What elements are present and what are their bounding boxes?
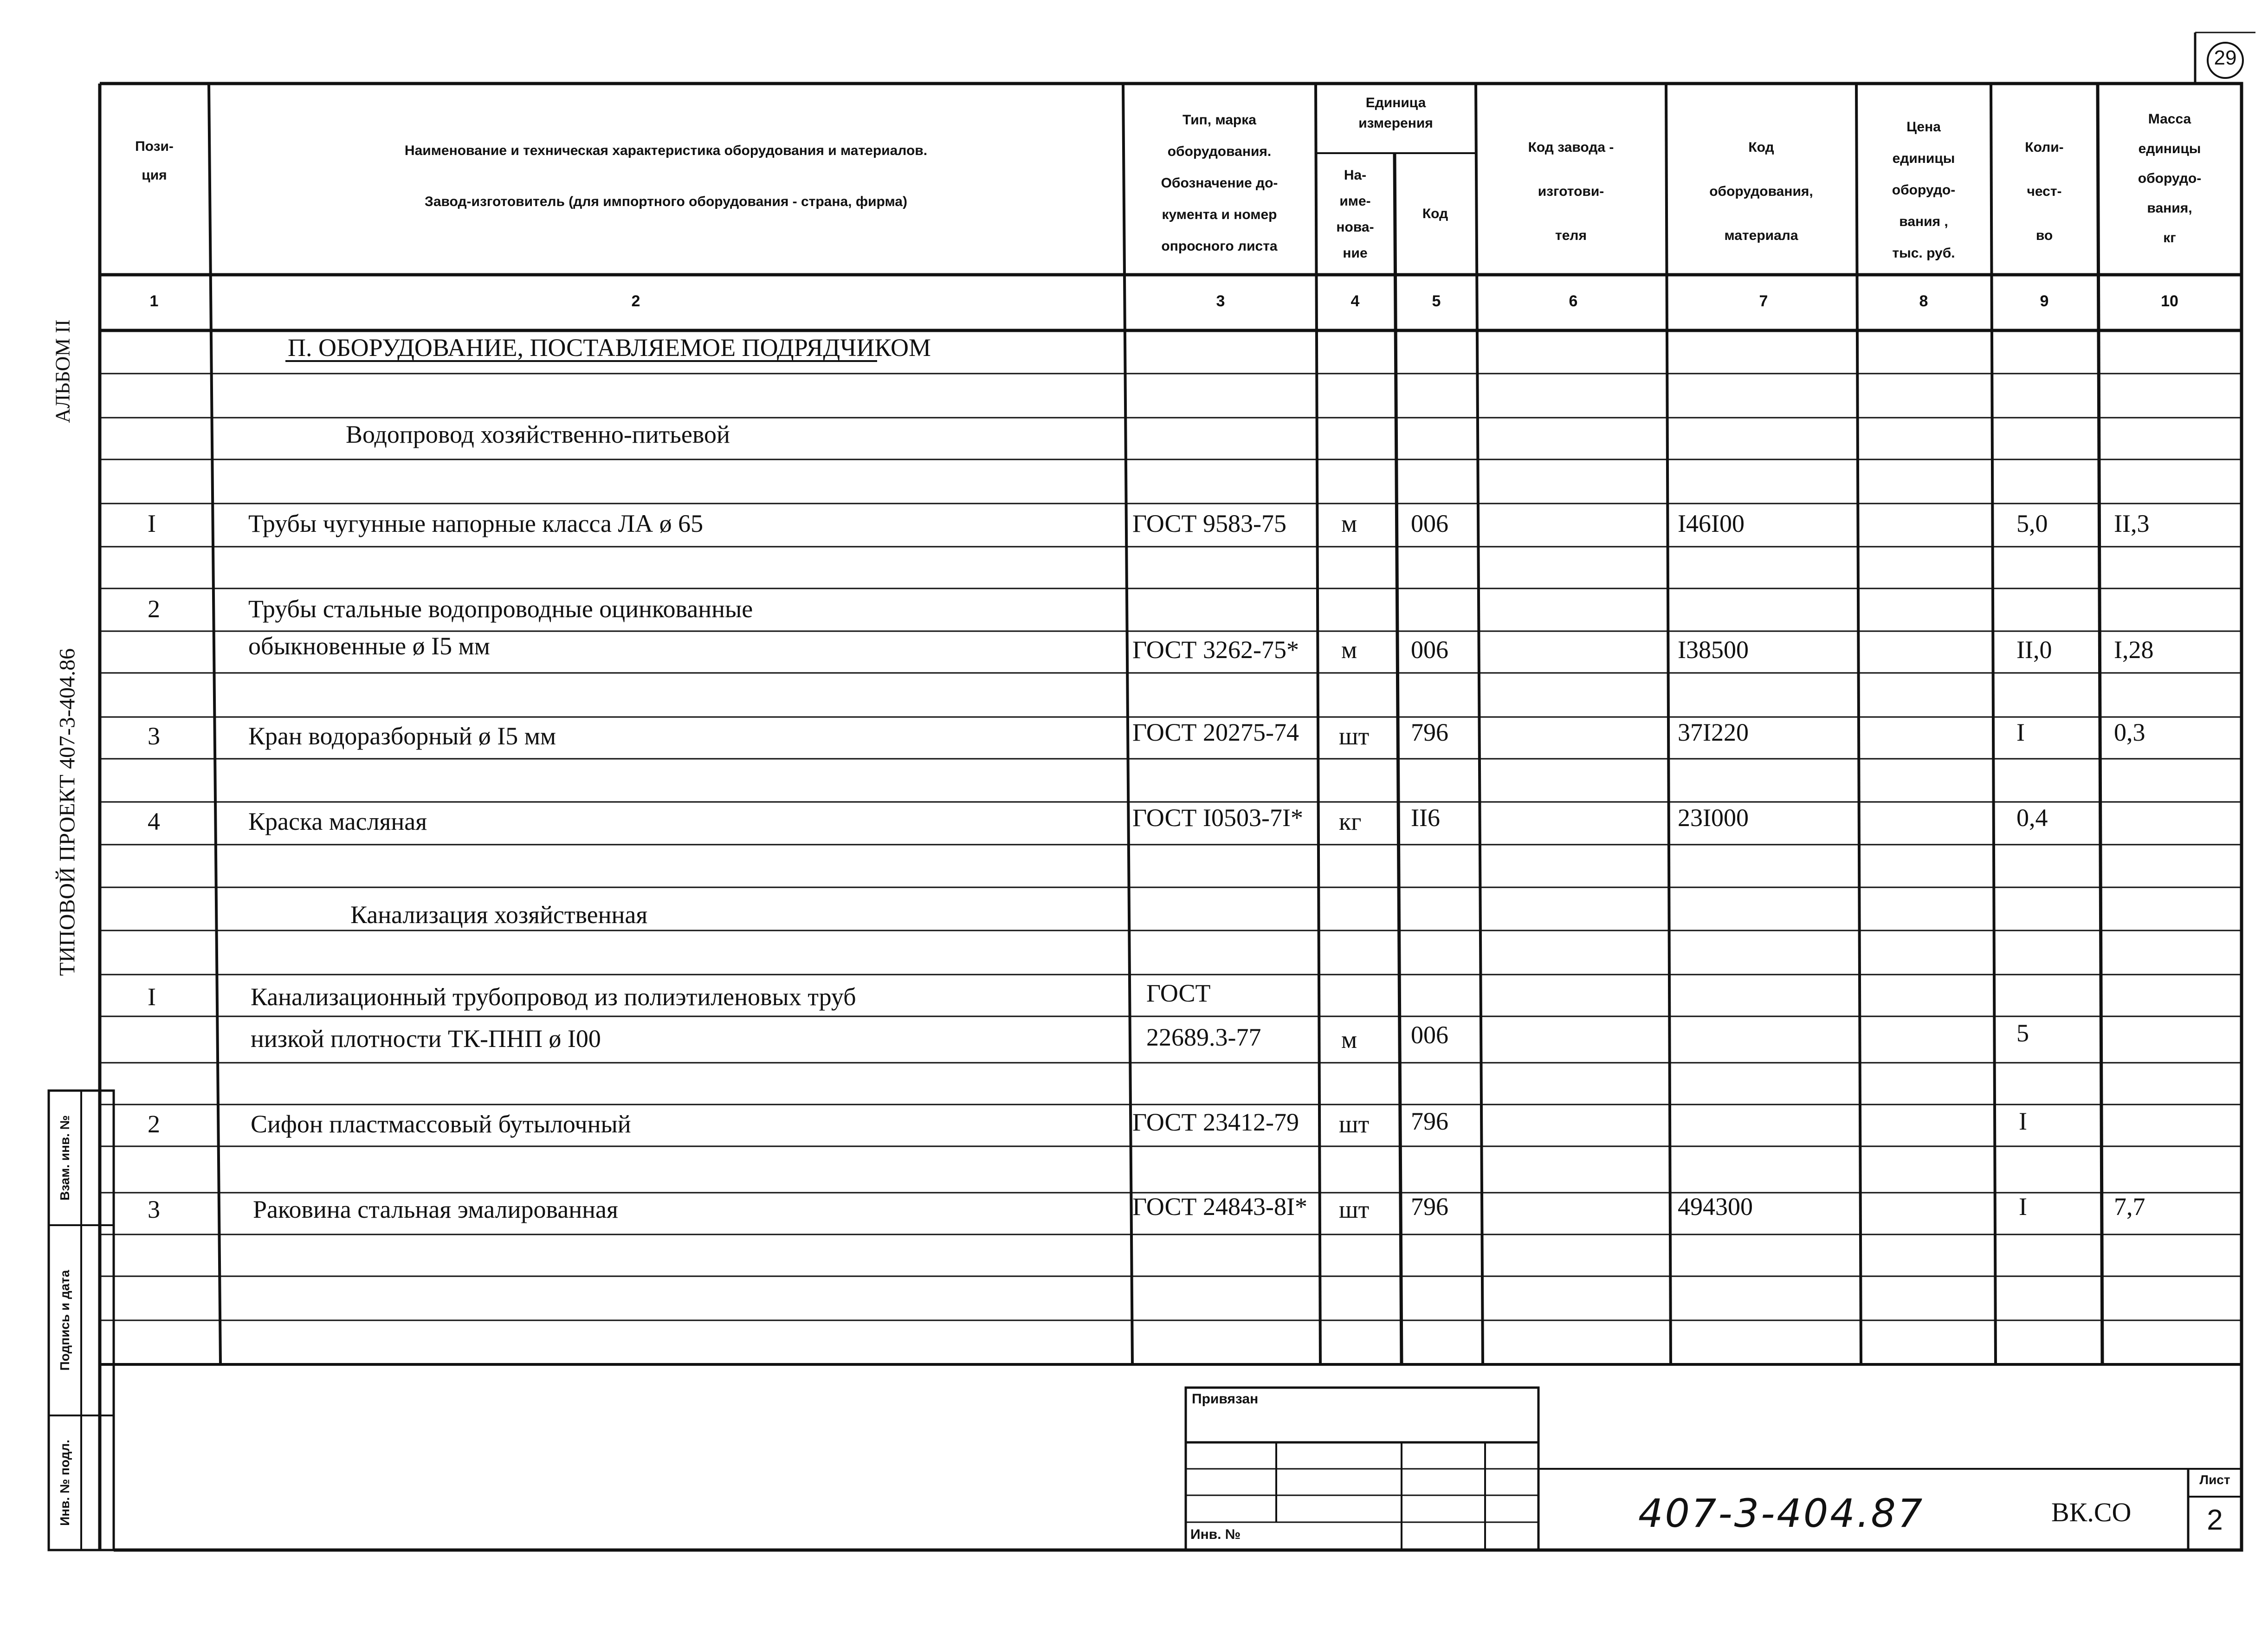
stamp-vzam: Взам. инв. № (58, 1115, 72, 1201)
row-unit: шт (1339, 1195, 1370, 1223)
document-mark: ВК.СО (2051, 1497, 2132, 1527)
row-position: 2 (148, 595, 160, 623)
row-unit-code: 006 (1411, 510, 1448, 537)
row-name: Канализационный трубопровод из полиэтиленовых труб (251, 983, 856, 1011)
row-unit-code: II6 (1411, 804, 1440, 832)
album-label: АЛЬБОМ II (51, 319, 74, 423)
col-num-10: 10 (2161, 292, 2178, 310)
row-unit-code: 006 (1411, 636, 1448, 664)
row-position: 3 (148, 1195, 160, 1223)
col-num-3: 3 (1216, 292, 1225, 310)
row-unit-code: 796 (1411, 718, 1448, 746)
stamp-inv: Инв. № (1190, 1527, 1241, 1542)
col-num-7: 7 (1759, 292, 1768, 310)
col-num-5: 5 (1432, 292, 1441, 310)
row-position: 3 (148, 722, 160, 750)
row-doc: ГОСТ 3262-75* (1132, 636, 1299, 664)
header-price: Цена единицы оборудо- вания , тыс. руб. (1892, 119, 1956, 261)
row-doc-line2: 22689.3-77 (1146, 1023, 1261, 1051)
row-name: Сифон пластмассовый бутылочный (251, 1110, 631, 1138)
row-unit: шт (1339, 1110, 1370, 1138)
row-doc: ГОСТ 20275-74 (1132, 718, 1299, 746)
header-factory-code: Код завода - изготови- теля (1528, 140, 1614, 243)
col-num-6: 6 (1569, 292, 1578, 310)
stamp-podpis: Подпись и дата (58, 1270, 72, 1371)
row-doc: ГОСТ 23412-79 (1132, 1108, 1299, 1136)
header-unit: Единица измерения (1358, 95, 1433, 131)
stamp-privyazan: Привязан (1192, 1391, 1259, 1407)
project-label: ТИПОВОЙ ПРОЕКТ 407-3-404.86 (55, 648, 80, 976)
row-qty: I (2019, 1193, 2027, 1221)
row-name: Трубы стальные водопроводные оцинкованные (248, 595, 753, 623)
row-doc: ГОСТ I0503-7I* (1132, 804, 1303, 832)
header-quantity: Коли- чест- во (2025, 140, 2064, 243)
header-position: Пози- ция (135, 139, 174, 183)
header-mass: Масса единицы оборудо- вания, кг (2138, 111, 2202, 245)
row-name: Кран водоразборный ø I5 мм (248, 722, 556, 750)
row-code: 37I220 (1678, 718, 1749, 746)
col-num-8: 8 (1919, 292, 1928, 310)
row-code: I46I00 (1678, 510, 1745, 537)
row-qty: 5 (2016, 1019, 2029, 1047)
row-name: Трубы чугунные напорные класса ЛА ø 65 (248, 510, 704, 537)
row-mass: II,3 (2114, 510, 2150, 537)
row-code: 23I000 (1678, 804, 1749, 832)
row-doc: ГОСТ (1146, 979, 1211, 1007)
header-unit-code: Код (1422, 206, 1448, 221)
row-name-line2: низкой плотности ТК-ПНП ø I00 (251, 1025, 601, 1053)
row-unit-code: 796 (1411, 1107, 1448, 1135)
row-position: 2 (148, 1110, 160, 1138)
row-unit: м (1341, 636, 1357, 664)
document-code: 407-3-404.87 (1638, 1491, 1925, 1536)
sheet-number: 2 (2207, 1504, 2223, 1536)
row-position: I (148, 983, 156, 1011)
row-qty: 5,0 (2016, 510, 2048, 537)
subsection-sewer: Канализация хозяйственная (350, 901, 648, 929)
row-unit: шт (1339, 722, 1370, 750)
row-qty: 0,4 (2016, 804, 2048, 832)
row-qty: II,0 (2016, 636, 2052, 664)
row-name: Краска масляная (248, 808, 427, 835)
row-code: 494300 (1678, 1193, 1753, 1221)
row-unit: м (1341, 510, 1357, 537)
header-unit-name: На- име- нова- ние (1336, 168, 1374, 261)
row-doc: ГОСТ 24843-8I* (1132, 1193, 1307, 1221)
header-name: Наименование и техническая характеристика оборудования и материалов. Завод-изготовитель (для импортного оборудования - страна, фирма) (404, 143, 928, 209)
col-num-4: 4 (1350, 292, 1360, 310)
page-number: 29 (2214, 46, 2237, 69)
row-unit-code: 006 (1411, 1021, 1448, 1049)
stamp-inv-podl: Инв. № подл. (58, 1440, 72, 1526)
row-qty: I (2016, 718, 2025, 746)
row-unit: кг (1339, 808, 1362, 835)
subsection-water: Водопровод хозяйственно-питьевой (346, 420, 730, 448)
col-num-9: 9 (2040, 292, 2049, 310)
col-num-2: 2 (631, 292, 640, 310)
header-equipment-code: Код оборудования, материала (1709, 140, 1813, 243)
row-name-line2: обыкновенные ø I5 мм (248, 632, 490, 660)
row-mass: I,28 (2114, 636, 2154, 664)
section-title: П. ОБОРУДОВАНИЕ, ПОСТАВЛЯЕМОЕ ПОДРЯДЧИКОМ (288, 334, 931, 362)
row-mass: 7,7 (2114, 1193, 2145, 1221)
row-position: 4 (148, 808, 160, 835)
header-type: Тип, марка оборудования. Обозначение до- кумента и номер опросного листа (1161, 112, 1278, 254)
col-num-1: 1 (149, 292, 159, 310)
row-qty: I (2019, 1107, 2027, 1135)
row-position: I (148, 510, 156, 537)
row-code: I38500 (1678, 636, 1749, 664)
row-name: Раковина стальная эмалированная (253, 1195, 618, 1223)
row-mass: 0,3 (2114, 718, 2145, 746)
row-doc: ГОСТ 9583-75 (1132, 510, 1287, 537)
row-unit-code: 796 (1411, 1193, 1448, 1221)
row-unit: м (1341, 1026, 1357, 1053)
sheet-label: Лист (2199, 1473, 2230, 1487)
